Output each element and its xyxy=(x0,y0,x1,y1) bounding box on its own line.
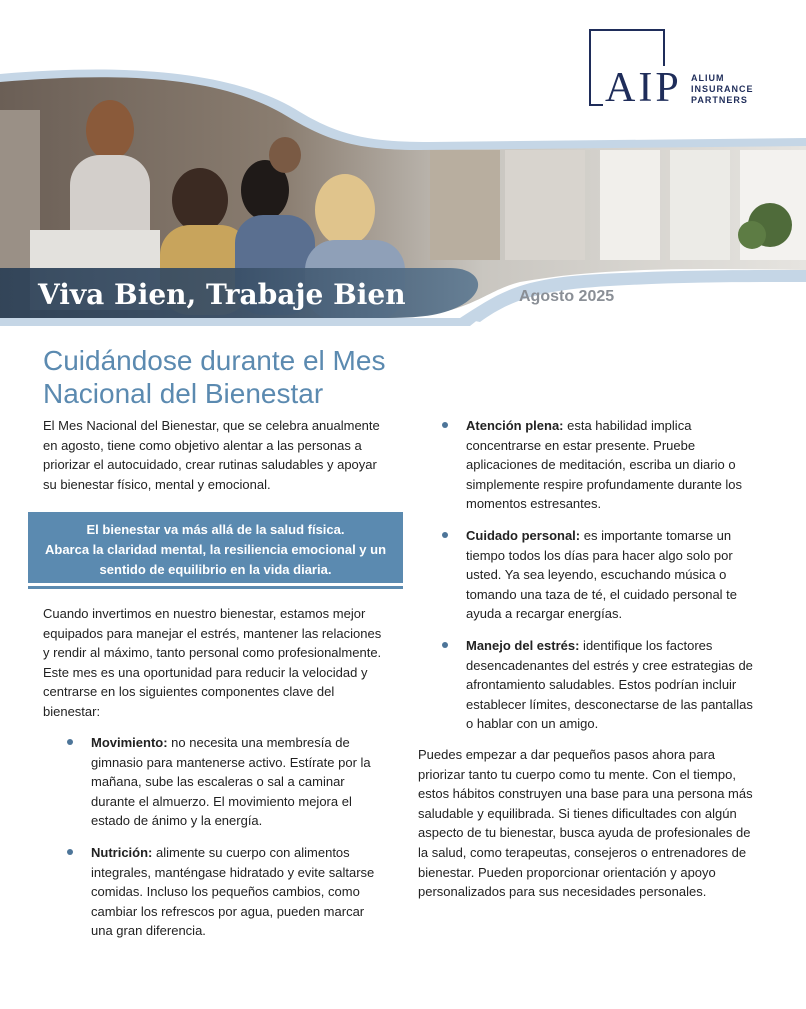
bullet-title: Movimiento: xyxy=(91,735,168,750)
newsletter-title: Viva Bien, Trabaje Bien xyxy=(38,278,406,311)
logo-company-name xyxy=(691,73,754,106)
bullet-title: Atención plena: xyxy=(466,418,564,433)
bullet-text: alimente su cuerpo con alimentos integrales, manténgase hidratado y evite saltarse comidas. Incluso los pequeños cambios, como cambiar los refrescos por agua, pueden marcar una gran diferencia. xyxy=(91,845,375,939)
issue-date: Agosto 2025 xyxy=(519,288,615,305)
article-heading xyxy=(43,344,385,410)
bullet-dot xyxy=(442,422,448,428)
bullet-title: Cuidado personal: xyxy=(466,528,581,543)
bullet-nutrition xyxy=(91,843,389,941)
bullet-self-care xyxy=(466,526,758,624)
logo-line1: ALIUM xyxy=(691,73,725,83)
callout-line1: El bienestar va más allá de la salud física. xyxy=(86,522,345,537)
bullet-dot xyxy=(67,849,73,855)
logo-line3: PARTNERS xyxy=(691,95,748,105)
bullet-stress xyxy=(466,636,762,734)
logo-line2: INSURANCE xyxy=(691,84,754,94)
logo-mark: AIP xyxy=(605,65,682,111)
bullet-dot xyxy=(67,739,73,745)
bullet-dot xyxy=(442,642,448,648)
bullet-title: Nutrición: xyxy=(91,845,153,860)
bullet-mindfulness xyxy=(466,416,758,514)
bullet-title: Manejo del estrés: xyxy=(466,638,580,653)
callout-line2: Abarca la claridad mental, la resiliencia emocional y un xyxy=(44,542,387,557)
body-paragraph: Cuando invertimos en nuestro bienestar, estamos mejor equipados para manejar el estrés, mantener las relaciones y rendir al máximo, tanto personal como profesionalmente. Este mes es una oportunidad para reducir la velocidad y centrarse en los siguientes componentes clave del bienestar: xyxy=(43,606,382,719)
bullet-text: esta habilidad implica concentrarse en estar presente. Pruebe aplicaciones de meditación, escriba un diario o simplemente respire profundamente durante los momentos estresantes. xyxy=(466,418,743,512)
bullet-text: identifique los factores desencadenantes del estrés y cree estrategias de afrontamiento saludables. Estos podrían incluir establecer límites, desconectarse de las pantallas o hablar con un amigo. xyxy=(466,638,753,732)
callout-box xyxy=(28,512,403,586)
heading-line2: Nacional del Bienestar xyxy=(43,378,324,409)
callout-line3: sentido de equilibrio en la vida diaria. xyxy=(99,562,332,577)
intro-paragraph: El Mes Nacional del Bienestar, que se celebra anualmente en agosto, tiene como objetivo alentar a las personas a priorizar el autocuidado, crear rutinas saludables y apoyar su bienestar físico, mental y emocional. xyxy=(43,418,380,492)
bullet-dot xyxy=(442,532,448,538)
heading-line1: Cuidándose durante el Mes xyxy=(43,345,386,376)
closing-paragraph: Puedes empezar a dar pequeños pasos ahora para priorizar tanto tu cuerpo como tu mente. Con el tiempo, estos hábitos construyen una base para una persona más saludable y equilibrada. Si tienes dificultades con algún aspecto de tu bienestar, busca ayuda de profesionales de la salud, como terapeutas, consejeros o entrenadores de bienestar. Pueden proporcionar orientación y apoyo personalizados para sus necesidades personales. xyxy=(418,747,753,900)
bullet-text: no necesita una membresía de gimnasio para mantenerse activo. Estírate por la mañana, sube las escaleras o sal a caminar durante el almuerzo. El movimiento mejora el estado de ánimo y la energía. xyxy=(91,735,371,829)
bullet-movement xyxy=(91,733,389,831)
bullet-text: es importante tomarse un tiempo todos los días para hacer algo solo por usted. Ya sea leyendo, escuchando música o tomando una taza de té, el cuidado personal te ayuda a recargar energías. xyxy=(466,528,738,622)
